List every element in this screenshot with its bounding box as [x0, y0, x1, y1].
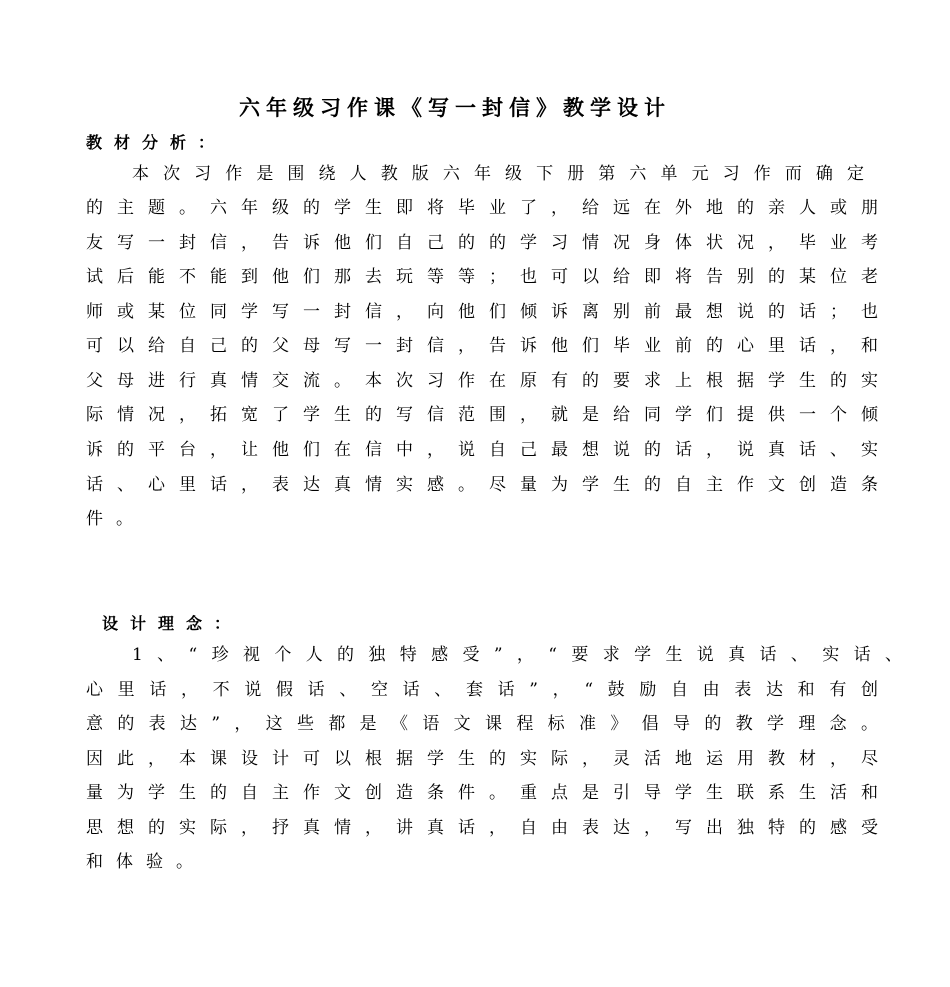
paragraph-line: 心里话，不说假话、空话、套话”，“鼓励自由表达和有创: [86, 680, 878, 700]
paragraph-line: 1、“珍视个人的独特感受”，“要求学生说真话、实话、: [132, 645, 902, 665]
paragraph-line: 师或某位同学写一封信，向他们倾诉离别前最想说的话；也: [86, 302, 878, 322]
paragraph-line: 父母进行真情交流。本次习作在原有的要求上根据学生的实: [86, 371, 878, 391]
paragraph-line: 思想的实际，抒真情，讲真话，自由表达，写出独特的感受: [86, 818, 878, 838]
paragraph-line: 量为学生的自主作文创造条件。重点是引导学生联系生活和: [86, 783, 878, 803]
section-heading-concept: 设计理念：: [102, 614, 243, 633]
paragraph-line: 试后能不能到他们那去玩等等；也可以给即将告别的某位老: [86, 267, 878, 287]
paragraph-line: 的主题。六年级的学生即将毕业了，给远在外地的亲人或朋: [86, 198, 878, 218]
paragraph-line: 件。: [86, 509, 146, 529]
section-heading-analysis: 教材分析：: [86, 133, 227, 152]
paragraph-line: 意的表达”，这些都是《语文课程标准》倡导的教学理念。: [86, 714, 878, 734]
paragraph-line: 友写一封信，告诉他们自己的的学习情况身体状况，毕业考: [86, 233, 878, 253]
paragraph-line: 因此，本课设计可以根据学生的实际，灵活地运用教材，尽: [86, 749, 878, 769]
document-title: 六年级习作课《写一封信》教学设计: [239, 96, 671, 120]
paragraph-line: 话、心里话，表达真情实感。尽量为学生的自主作文创造条: [86, 475, 878, 495]
paragraph-line: 可以给自己的父母写一封信，告诉他们毕业前的心里话，和: [86, 336, 878, 356]
paragraph-line: 诉的平台，让他们在信中，说自己最想说的话，说真话、实: [86, 440, 878, 460]
paragraph-line: 际情况，拓宽了学生的写信范围，就是给同学们提供一个倾: [86, 405, 878, 425]
paragraph-line: 本次习作是围绕人教版六年级下册第六单元习作而确定: [132, 164, 864, 184]
paragraph-line: 和体验。: [86, 852, 206, 872]
